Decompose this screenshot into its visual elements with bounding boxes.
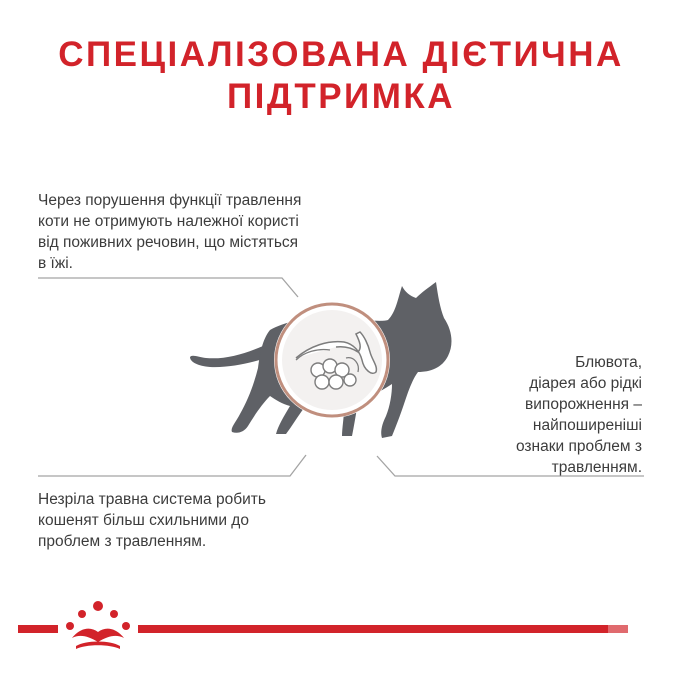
text-line: в їжі.	[38, 255, 73, 272]
text-line: проблем з травленням.	[38, 533, 207, 550]
text-block-digestion-issue	[38, 190, 368, 274]
text-block-symptoms	[422, 352, 642, 478]
text-line: коти не отримують належної користі	[38, 213, 299, 230]
text-line: найпоширеніші	[532, 417, 642, 434]
text-line: Через порушення функції травлення	[38, 192, 302, 209]
text-line: кошенят більш схильними до	[38, 512, 249, 529]
connector-line-top-left	[38, 278, 298, 297]
text-line: Незріла травна система робить	[38, 491, 266, 508]
text-line: травленням.	[551, 459, 642, 476]
text-line: від поживних речовин, що містяться	[38, 234, 299, 251]
connector-line-bottom-left	[38, 455, 306, 476]
digestive-system-icon	[274, 302, 390, 418]
text-line: випорожнення –	[525, 396, 642, 413]
page-title-line-1: СПЕЦІАЛІЗОВАНА ДІЄТИЧНА	[58, 35, 624, 74]
page-title-line-2: ПІДТРИМКА	[227, 77, 455, 116]
text-block-kittens	[38, 489, 338, 552]
text-line: ознаки проблем з	[515, 438, 642, 455]
royal-canin-crown-logo	[66, 601, 130, 649]
text-line: Блювота,	[575, 354, 642, 371]
text-line: діарея або рідкі	[529, 375, 642, 392]
